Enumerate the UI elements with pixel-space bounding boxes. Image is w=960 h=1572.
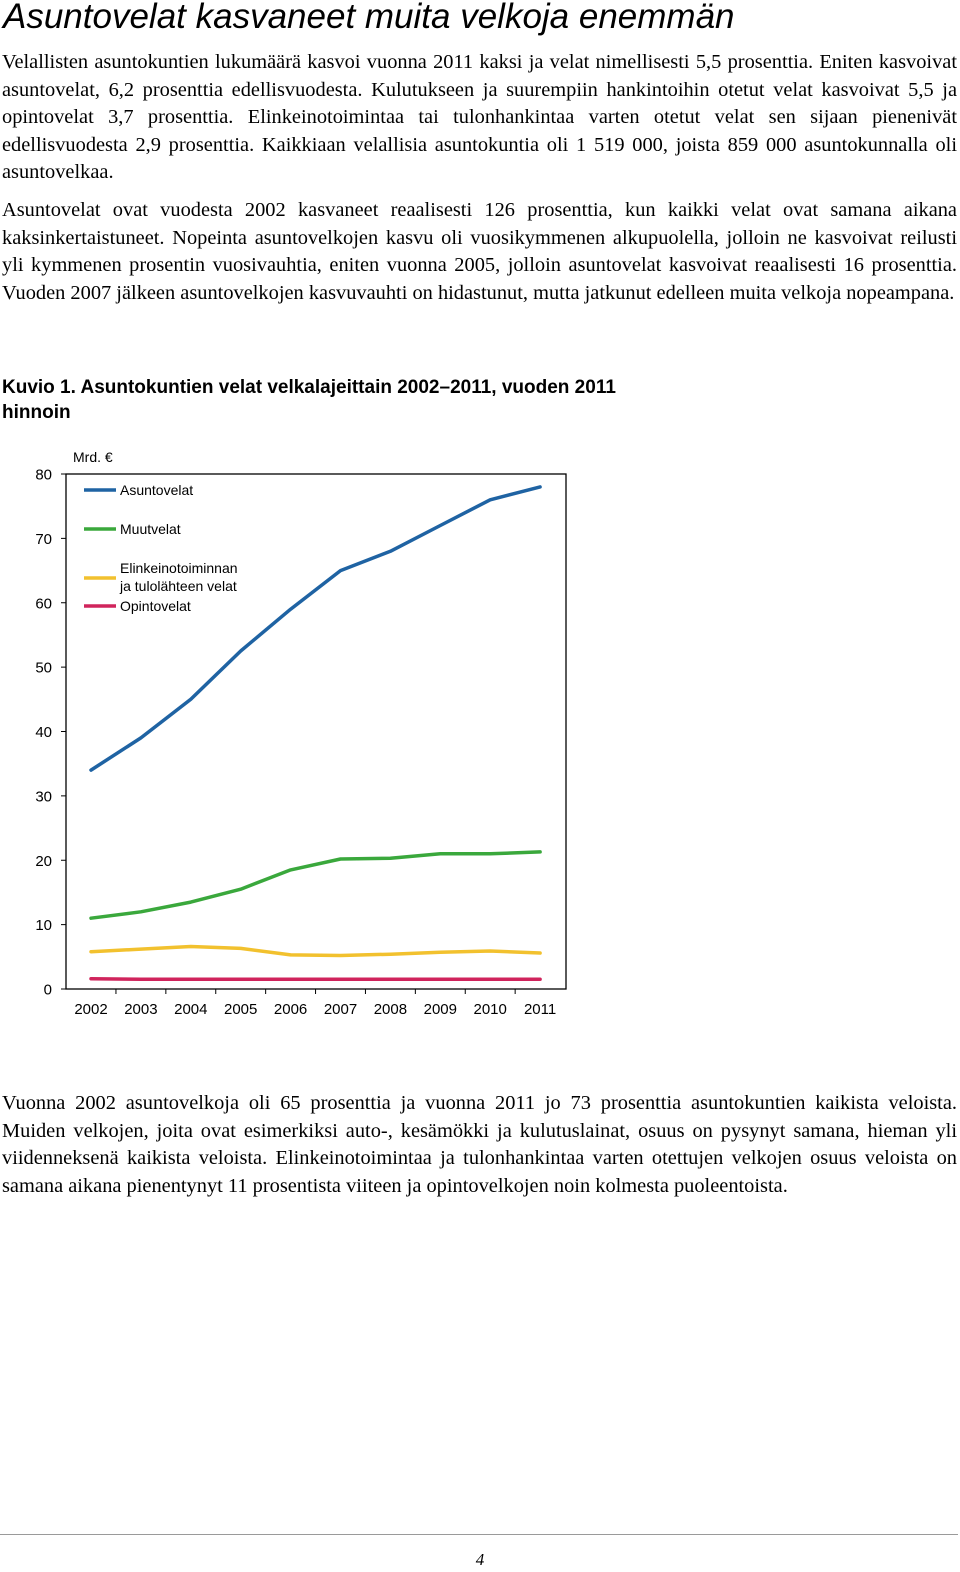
x-tick-label: 2005 <box>224 1001 258 1018</box>
page-heading: Asuntovelat kasvaneet muita velkoja enemmän <box>3 0 735 36</box>
x-tick-label: 2011 <box>523 1001 557 1018</box>
x-tick-label: 2006 <box>273 1001 308 1018</box>
y-tick-label: 40 <box>35 724 52 741</box>
y-tick-label: 0 <box>43 981 52 999</box>
x-tick-label: 2004 <box>174 1001 208 1018</box>
body-paragraph: Vuonna 2002 asuntovelkoja oli 65 prosenttia ja vuonna 2011 jo 73 prosenttia asuntokuntien kaikista veloista. Muiden velkojen, joita ovat esimerkiksi auto-, kesämökki ja kulutuslainat, osuus on pysynyt samana, hieman yli viidenneksenä kaikista veloista. Elinkeinotoimintaa ja tulonhankintaa varten otettujen velkojen osuus veloista on samana aikana pienentynyt 11 prosentista viiteen ja opintovelkojen noin kolmesta puoleentoista. <box>2 1092 957 1197</box>
x-tick-label: 2002 <box>74 1001 108 1018</box>
series-line <box>91 947 540 956</box>
legend-label: Opintovelat <box>120 598 191 614</box>
y-tick-label: 30 <box>35 788 52 806</box>
legend-label: Muutvelat <box>120 521 181 537</box>
x-tick-label: 2003 <box>124 1001 158 1018</box>
footer-divider <box>0 1534 958 1535</box>
line-chart <box>0 440 600 1030</box>
x-tick-label: 2010 <box>473 1001 507 1018</box>
body-paragraph: Velallisten asuntokuntien lukumäärä kasvoi vuonna 2011 kaksi ja velat nimellisesti 5,5 prosenttia. Eniten kasvoivat asuntovelat, 6,2 prosenttia edellisvuodesta. Kulutukseen ja suurempiin hankintoihin otetut velat kasvoivat 5,5 ja opintovelat 3,7 prosenttia. Elinkeinotoimintaa tai tulonhankintaa varten otetut velat sen sijaan pienenivät edellisvuodesta 2,9 prosenttia. Kaikkiaan velallisia asuntokuntia oli 1 519 000, joista 859 000 asuntokunnalla oli asuntovelkaa. <box>2 51 957 184</box>
y-tick-label: 80 <box>35 466 52 484</box>
series-line <box>91 852 540 918</box>
x-tick-label: 2008 <box>373 1001 408 1018</box>
legend-label: ja tulolähteen velat <box>120 578 237 594</box>
legend-label: Asuntovelat <box>120 482 194 498</box>
page-number: 4 <box>475 1550 485 1569</box>
y-axis-label: Mrd. € <box>73 449 113 465</box>
legend-label: Elinkeinotoiminnan <box>120 560 238 576</box>
body-paragraph: Asuntovelat ovat vuodesta 2002 kasvaneet reaalisesti 126 prosenttia, kun kaikki velat ovat samana aikana kaksinkertaistuneet. Nopeinta asuntovelkojen kasvu oli vuosikymmenen alkupuolella, jolloin ne kasvoivat reilusti yli kymmenen prosentin vuosivauhtia, eniten vuonna 2005, jolloin asuntovelat kasvoivat reaalisesti 16 prosenttia. Vuoden 2007 jälkeen asuntovelkojen kasvuvauhti on hidastunut, mutta jatkunut edelleen muita velkoja nopeampana. <box>2 199 957 304</box>
figure-title: Kuvio 1. Asuntokuntien velat velkalajeittain 2002–2011, vuoden 2011 hinnoin <box>2 377 616 423</box>
y-tick-label: 60 <box>35 595 52 613</box>
y-tick-label: 50 <box>35 659 52 677</box>
y-tick-label: 70 <box>35 530 52 548</box>
y-tick-label: 20 <box>35 852 52 870</box>
series-line <box>91 979 540 980</box>
y-tick-label: 10 <box>35 917 52 935</box>
x-tick-label: 2009 <box>423 1001 457 1018</box>
x-tick-label: 2007 <box>323 1001 358 1018</box>
